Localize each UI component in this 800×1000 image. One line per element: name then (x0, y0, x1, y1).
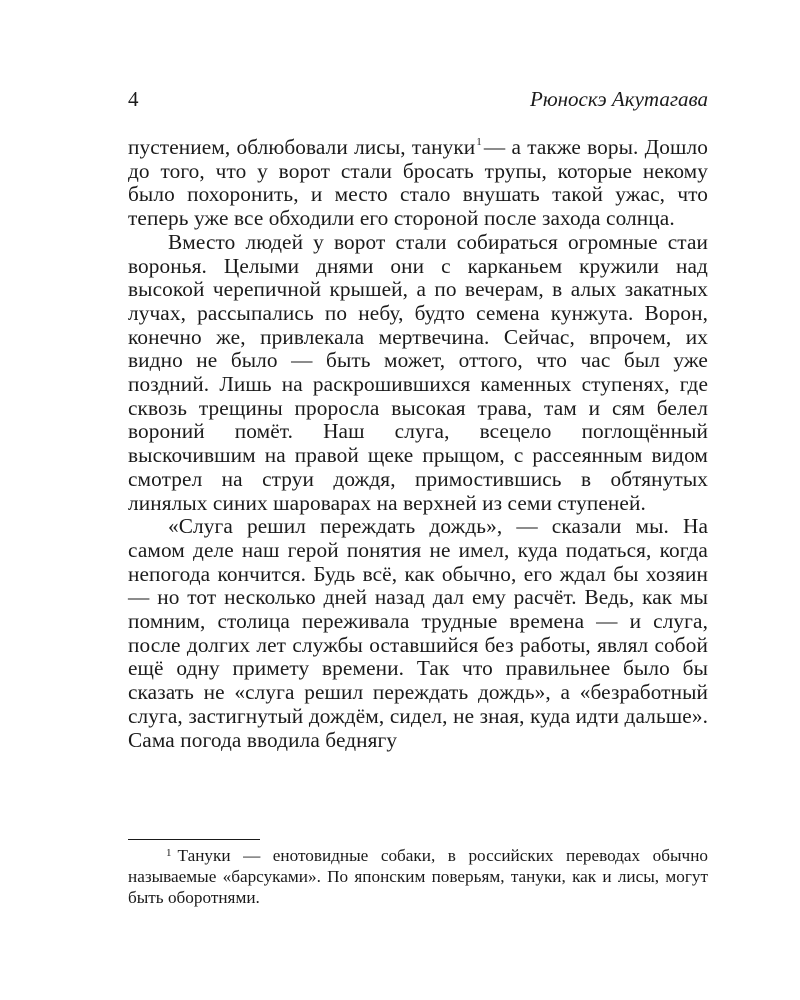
page-number: 4 (128, 87, 139, 111)
paragraph-2: Вместо людей у ворот стали собираться огромные стаи воронья. Целыми днями они с карканьем кружили над высокой черепичной крышей, а по вечерам, в алых закатных лучах, рассыпались по небу, будто семена кунжута. Ворон, конечно же, привлекала мертвечина. Сейчас, впрочем, их видно не было — быть может, оттого, что час был уже поздний. Лишь на раскрошившихся каменных ступенях, где сквозь трещины проросла высокая трава, там и сям белел вороний помёт. Наш слуга, всецело поглощённый выскочившим на правой щеке прыщом, с рассеянным видом смотрел на струи дождя, примостившись в обтянутых линялых синих шароварах на верхней из семи ступеней. (128, 229, 708, 515)
paragraph-1-start: пустением, облюбовали лисы, тануки (128, 135, 476, 159)
running-head (128, 86, 708, 112)
paragraph-3: «Слуга решил переждать дождь», — сказали мы. На самом деле наш герой понятия не имел, куда податься, когда непогода кончится. Будь всё, как обычно, его ждал бы хозяин — но тот несколько дней назад дал ему расчёт. Ведь, как мы помним, столица переживала трудные времена — и слуга, после долгих лет службы оставшийся без работы, являл собой ещё одну примету времени. Так что правильнее было бы сказать не «слуга решил переждать дождь», а «безработный слуга, застигнутый дождём, сидел, не зная, куда идти дальше». Сама погода вводила беднягу (128, 514, 708, 752)
footnote-text: Тануки — енотовидные собаки, в российских переводах обычно называемые «барсуками». По японским поверьям, тануки, как и лисы, могут быть оборотнями. (128, 846, 708, 907)
body-text (128, 136, 708, 752)
footnote-divider (128, 839, 260, 840)
paragraph-1 (128, 136, 708, 231)
footnote-paragraph (128, 846, 708, 908)
paragraph-1-rest: — а также воры. Дошло до того, что у ворот стали бросать трупы, которые некому было похоронить, и место стало внушать такой ужас, что теперь уже все обходили его стороной после захода солнца. (128, 135, 708, 231)
running-title: Рюноскэ Акутагава (530, 87, 708, 111)
footnote (128, 846, 708, 908)
footnote-mark: 1 (166, 847, 172, 859)
footnote-reference: 1 (476, 136, 482, 148)
